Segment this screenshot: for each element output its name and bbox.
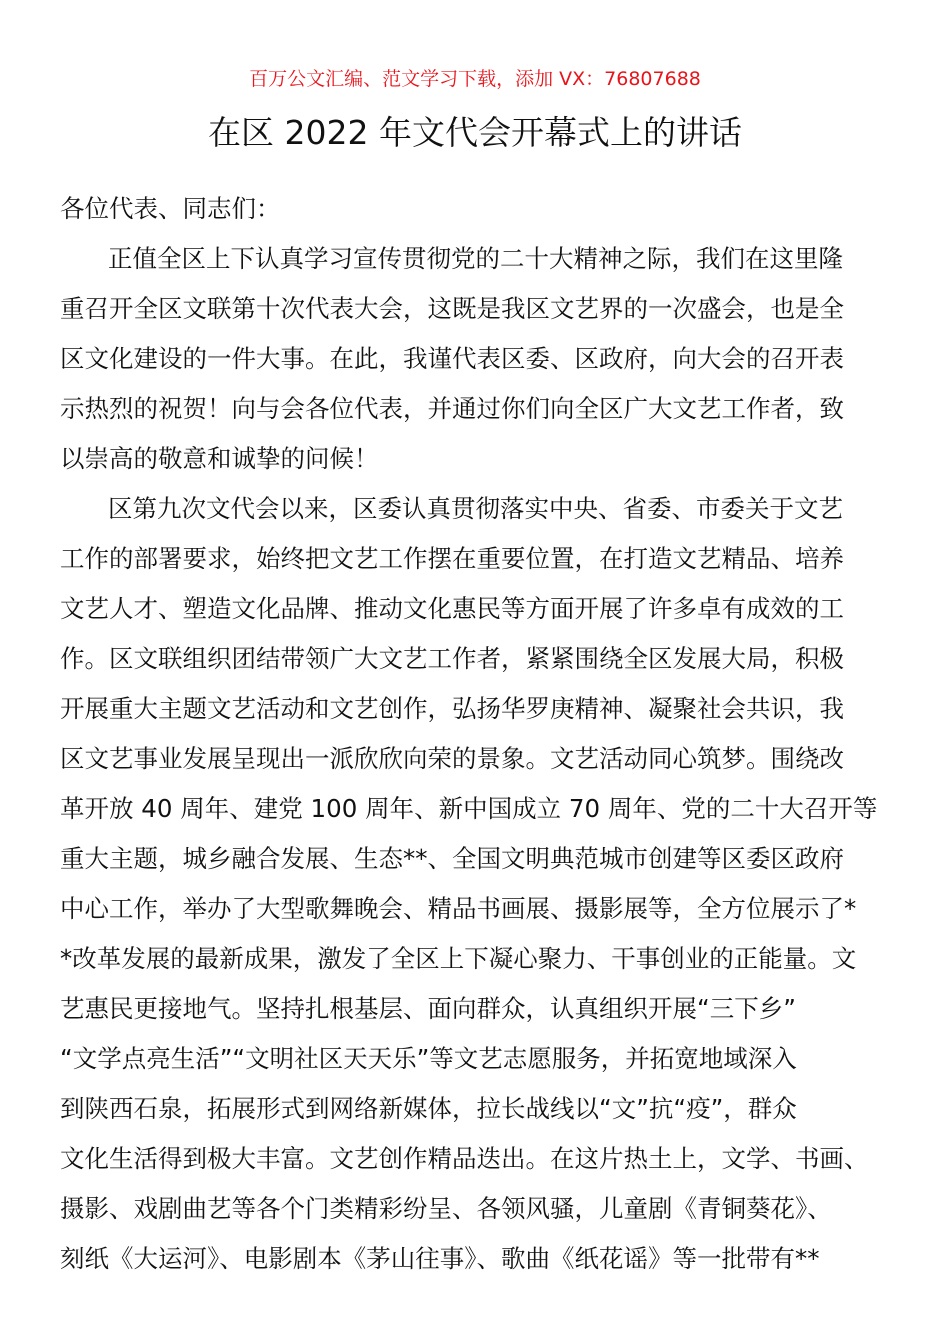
paragraph-line: 艺惠民更接地气。坚持扎根基层、面向群众，认真组织开展“三下乡” [60, 994, 796, 1023]
paragraph-line: 正值全区上下认真学习宣传贯彻党的二十大精神之际，我们在这里隆 [108, 244, 843, 273]
document-title: 在区 2022 年文代会开幕式上的讲话 [208, 113, 742, 152]
paragraph-line: *改革发展的最新成果，激发了全区上下凝心聚力、干事创业的正能量。文 [60, 944, 857, 973]
watermark-text: 百万公文汇编、范文学习下载，添加 VX：76807688 [249, 68, 701, 90]
paragraph-line: 到陕西石泉，拓展形式到网络新媒体，拉长战线以“文”抗“疫”，群众 [60, 1094, 797, 1123]
paragraph-line: 作。区文联组织团结带领广大文艺工作者，紧紧围绕全区发展大局，积极 [60, 644, 844, 673]
paragraph-line: 以崇高的敬意和诚挚的问候！ [60, 444, 379, 473]
paragraph-line: 重大主题，城乡融合发展、生态**、全国文明典范城市创建等区委区政府 [60, 844, 844, 873]
paragraph-line: 刻纸《大运河》、电影剧本《茅山往事》、歌曲《纸花谣》等一批带有** [60, 1244, 820, 1273]
paragraph-line: 文化生活得到极大丰富。文艺创作精品迭出。在这片热土上，文学、书画、 [60, 1144, 869, 1173]
paragraph-line: 文艺人才、塑造文化品牌、推动文化惠民等方面开展了许多卓有成效的工 [60, 594, 844, 623]
paragraph-line: 摄影、戏剧曲艺等各个门类精彩纷呈、各领风骚，儿童剧《青铜葵花》、 [60, 1194, 832, 1223]
paragraph-line: 区文化建设的一件大事。在此，我谨代表区委、区政府，向大会的召开表 [60, 344, 844, 373]
paragraph-line: 示热烈的祝贺！向与会各位代表，并通过你们向全区广大文艺工作者，致 [60, 394, 844, 423]
paragraph-line: 区文艺事业发展呈现出一派欣欣向荣的景象。文艺活动同心筑梦。围绕改 [60, 744, 844, 773]
paragraph-line: 革开放 40 周年、建党 100 周年、新中国成立 70 周年、党的二十大召开等 [60, 794, 878, 823]
paragraph-line: 工作的部署要求，始终把文艺工作摆在重要位置，在打造文艺精品、培养 [60, 544, 844, 573]
paragraph-line: 重召开全区文联第十次代表大会，这既是我区文艺界的一次盛会，也是全 [60, 294, 844, 323]
paragraph-line: 区第九次文代会以来，区委认真贯彻落实中央、省委、市委关于文艺 [108, 494, 843, 523]
paragraph-line: 中心工作，举办了大型歌舞晚会、精品书画展、摄影展等，全方位展示了* [60, 894, 857, 923]
paragraph-line: “文学点亮生活”“文明社区天天乐”等文艺志愿服务，并拓宽地域深入 [60, 1044, 797, 1073]
salutation: 各位代表、同志们： [60, 194, 281, 223]
paragraph-line: 开展重大主题文艺活动和文艺创作，弘扬华罗庚精神、凝聚社会共识，我 [60, 694, 844, 723]
